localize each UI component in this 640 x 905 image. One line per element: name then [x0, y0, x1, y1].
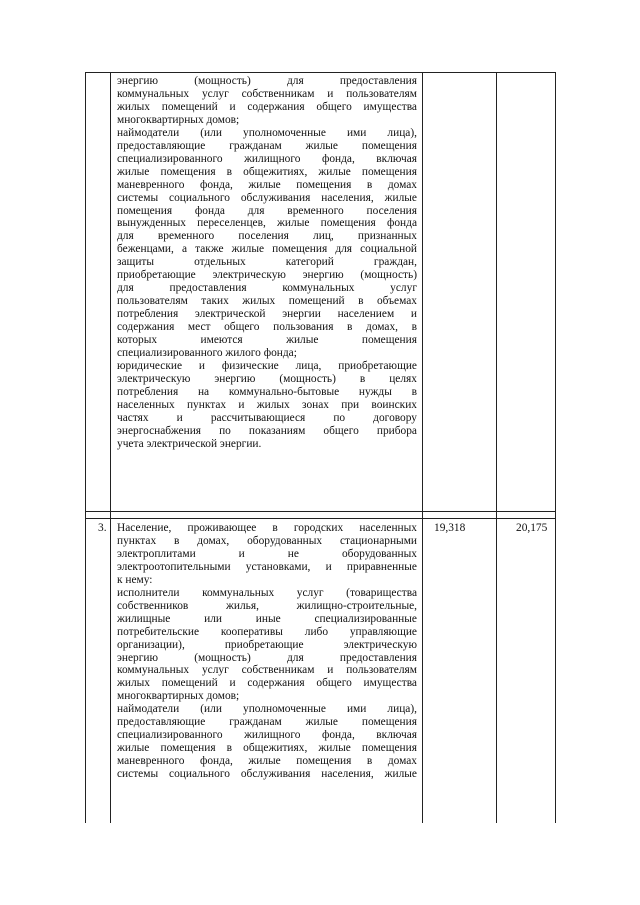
- text-line: электроплитами и не оборудованных: [117, 547, 417, 560]
- column-divider: [110, 72, 111, 823]
- text-line: специализированного жилого фонда;: [117, 347, 297, 360]
- text-line: которых имеются жилые помещения: [117, 334, 417, 347]
- text-line: коммунальных услуг собственникам и пользователям: [117, 664, 417, 677]
- text-line: для предоставления коммунальных услуг: [117, 282, 417, 295]
- text-line: собственников жилья, жилищно-строительные,: [117, 599, 417, 612]
- text-line: к нему:: [117, 573, 153, 586]
- text-line: многоквартирных домов;: [117, 113, 240, 126]
- text-line: населенных пунктах и жилых зонах при воинских: [117, 398, 417, 411]
- text-line: многоквартирных домов;: [117, 690, 240, 703]
- table-right-border: [555, 72, 556, 823]
- text-line: маневренного фонда, жилые помещения в домах: [117, 178, 417, 191]
- row-description: [117, 522, 417, 781]
- text-line: предоставляющие гражданам жилые помещения: [117, 716, 417, 729]
- text-line: юридические и физические лица, приобретающие: [117, 359, 417, 372]
- row-divider: [85, 518, 556, 519]
- tariff-value-1: 19,318: [434, 522, 466, 534]
- text-line: специализированного жилищного фонда, включая: [117, 152, 417, 165]
- text-line: жилищные или иные специализированные: [117, 612, 417, 625]
- tariff-value-2: 20,175: [516, 522, 548, 534]
- text-line: энергоснабжения по показаниям общего прибора: [117, 424, 417, 437]
- text-line: для временного поселения лиц, признанных: [117, 230, 417, 243]
- row-number: 3.: [98, 522, 107, 534]
- text-line: потребления электрической энергии населением и: [117, 308, 417, 321]
- text-line: жилые помещения в общежитиях, жилые помещения: [117, 742, 417, 755]
- text-line: беженцами, а также жилые помещения для социальной: [117, 243, 417, 256]
- text-line: учета электрической энергии.: [117, 437, 262, 450]
- text-line: приобретающие электрическую энергию (мощность): [117, 269, 417, 282]
- text-line: Население, проживающее в городских населенных: [117, 522, 417, 534]
- text-line: защиты отдельных категорий граждан,: [117, 256, 417, 269]
- row-description: [117, 75, 417, 451]
- text-line: коммунальных услуг собственникам и пользователям: [117, 87, 417, 100]
- text-line: пользователям таких жилых помещений в объемах: [117, 295, 417, 308]
- text-line: системы социального обслуживания населения, жилые: [117, 191, 417, 204]
- text-line: пунктах в домах, оборудованных стационарными: [117, 534, 417, 547]
- text-line: организации), приобретающие электрическую: [117, 638, 417, 651]
- text-line: потребительские кооперативы либо управляющие: [117, 625, 417, 638]
- row-divider: [85, 511, 556, 512]
- text-line: исполнители коммунальных услуг (товарищества: [117, 586, 417, 599]
- text-line: электрическую энергию (мощность) в целях: [117, 372, 417, 385]
- column-divider: [496, 72, 497, 823]
- tariff-table: [85, 72, 556, 823]
- text-line: жилых помещений и содержания общего имущества: [117, 100, 417, 113]
- text-line: частях и рассчитывающиеся по договору: [117, 411, 417, 424]
- text-line: электроотопительными установками, и приравненные: [117, 560, 417, 573]
- table-left-border: [85, 72, 86, 823]
- text-line: энергию (мощность) для предоставления: [117, 651, 417, 664]
- text-line: вынужденных переселенцев, жилые помещения фонда: [117, 217, 417, 230]
- text-line: предоставляющие гражданам жилые помещения: [117, 139, 417, 152]
- text-line: жилые помещения в общежитиях, жилые помещения: [117, 165, 417, 178]
- text-line: специализированного жилищного фонда, включая: [117, 729, 417, 742]
- text-line: наймодатели (или уполномоченные ими лица),: [117, 703, 417, 716]
- text-line: помещения фонда для временного поселения: [117, 204, 417, 217]
- text-line: системы социального обслуживания населения, жилые: [117, 768, 417, 781]
- text-line: маневренного фонда, жилые помещения в домах: [117, 755, 417, 768]
- text-line: энергию (мощность) для предоставления: [117, 75, 417, 87]
- table-top-border: [85, 72, 556, 73]
- text-line: наймодатели (или уполномоченные ими лица),: [117, 126, 417, 139]
- text-line: жилых помещений и содержания общего имущества: [117, 677, 417, 690]
- column-divider: [422, 72, 423, 823]
- text-line: потребления на коммунально-бытовые нужды в: [117, 385, 417, 398]
- text-line: содержания мест общего пользования в домах, в: [117, 321, 417, 334]
